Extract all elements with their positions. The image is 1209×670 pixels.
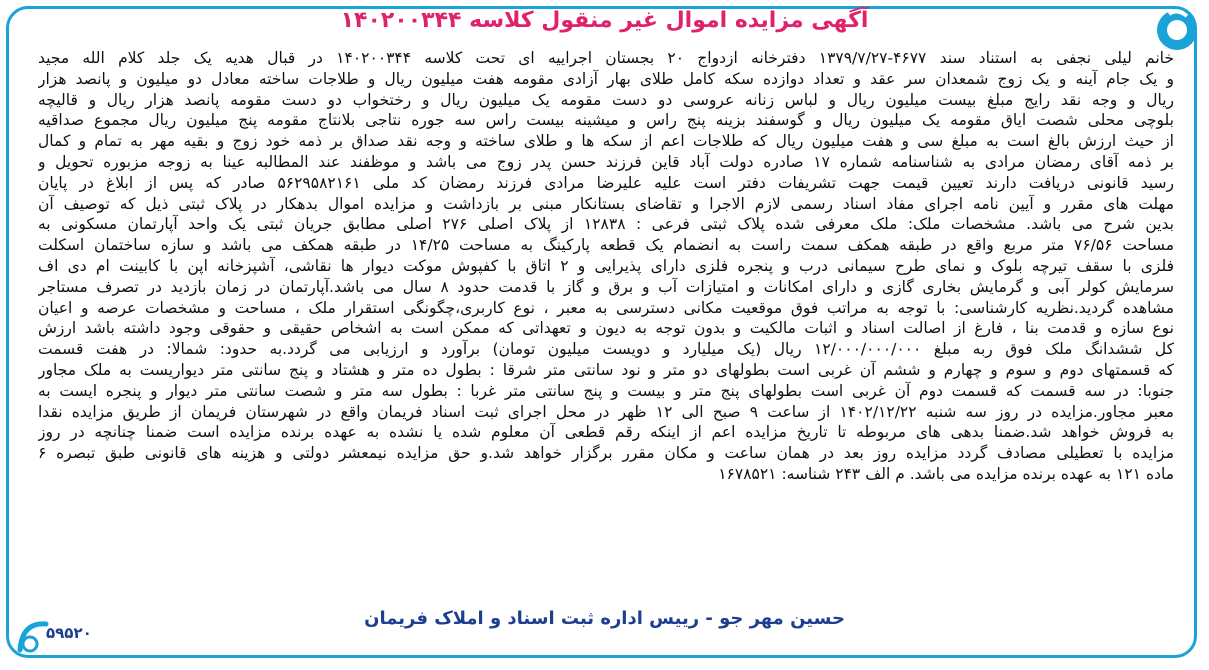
body-line: بدین شرح می باشد. مشخصات ملک: ملک معرفی شده پلاک ثبتی فرعی : ۱۲۸۳۸ از پلاک اصلی ۲۷۶ اصلی مطابق جریان ثبتی یک واحد آپارتمان مسکونی به — [38, 215, 1174, 234]
notice-body — [38, 48, 1174, 582]
body-line: بر ذمه آقای رمضان مرادی به شناسنامه شماره ۱۷ صادره دولت آباد قاین فرزند حسن پدر زوج می باشد و موظفند عند المطالبه عینا به زوجه مزبوره تحویل و — [38, 152, 1174, 171]
body-line: مساحت ۷۶/۵۶ متر مربع واقع در طبقه همکف سمت راست به انضمام یک قطعه پارکینگ به مساحت ۱۴/۲۵ در طبقه همکف می باشد و سازه ساختمان اسکلت — [38, 236, 1174, 255]
body-line: سرمایش کولر آبی و گرمایش بخاری گازی و دارای امکانات و امتیازات آب و برق و گاز با قدمت حدود ۸ سال می باشد.آپارتمان در زمان بازدید در تصرف مستاجر — [38, 277, 1174, 296]
body-line: فلزی با سقف تیرچه بلوک و نمای طرح سیمانی درب و پنجره فلزی دارای پذیرایی و ۲ اتاق با کفپوش موکت دیوار ها نقاشی، آشپزخانه اپن با کابینت ام دی اف — [38, 256, 1174, 275]
body-line: که قسمتهای دوم و سوم و چهارم و ششم آن غربی است بطولهای دو متر و نود سانتی متر شرقا : بطول ده متر و هشتاد و پنج سانتی متر دیواریست به ملک مجاور — [38, 360, 1174, 379]
body-line: مزایده با تعطیلی مصادف گردد مزایده روز بعد در همان ساعت و مکان مقرر برگزار خواهد شد.و حق مزایده نیمعشر دولتی و هزینه های قانونی طبق تبصره ۶ — [38, 444, 1174, 463]
body-line: مشاهده گردید.نظریه کارشناسی: با توجه به مراتب فوق موقعیت مکانی دسترسی به معبر ، نوع کاربری،چگونگی استقرار ملک ، مساحت و مشخصات عرصه و اعیان — [38, 298, 1174, 317]
body-line: رسید قانونی دریافت دارند تعیین قیمت جهت تشریفات دفتر است علیه علیرضا مرادی فرزند رمضان کد ملی ۵۶۲۹۵۸۲۱۶۱ صادر که پس از ابلاغ در پایان — [38, 173, 1174, 192]
body-line: از حیث ارزش بالغ است به مبلغ سی و هفت میلیون ریال که طلاجات اعم از سکه ها و طلای ساخته و وجه نقد صداق بر ذمه خود زوج و بقیه مهر به تمام و کمال — [38, 132, 1174, 151]
signature: حسین مهر جو - رییس اداره ثبت اسناد و املاک فریمان — [364, 608, 845, 629]
body-line: به فروش خواهد شد.ضمنا بدهی های مربوطه تا تاریخ مزایده اعم از اینکه رقم قطعی آن معلوم شده یا نشده به عهده برنده مزایده است ضمنا چنانچه در روز — [38, 423, 1174, 442]
body-line: بلوچی محلی شصت ایاق مقومه یک میلیون ریال و گوسفند بزینه پنج راس و میشینه بیست راس سه جوره نتاجی بلانتاج مقومه پنج میلیون ریال مجموع صداقیه — [38, 111, 1174, 130]
body-line: جنوبا: در سه قسمت که قسمت دوم آن غربی است بطولهای پنج متر و بیست و پنج سانتی متر غربا : بطول سه متر و شصت سانتی متر دیوار و پنجره ایست به — [38, 381, 1174, 400]
notice-title: آگهی مزایده اموال غیر منقول کلاسه ۱۴۰۲۰۰۳۴۴ — [340, 8, 869, 33]
body-line: مهلت های مقرر و آیین نامه اجرای مفاد اسناد رسمی لازم الاجرا و تقاضای بستانکار مبنی بر بازداشت و مزایده اموال بدهکار در پلاک ثبتی ذیل که توصیف آن — [38, 194, 1174, 213]
body-line: نوع سازه و قدمت بنا ، فارغ از اصالت اسناد و اثبات مالکیت و بدون توجه به دیون و تعهداتی که ممکن است به اشخاص حقیقی و حقوقی وجود داشته باشد ارزش — [38, 319, 1174, 338]
body-line: معبر مجاور.مزایده در روز سه شنبه ۱۴۰۲/۱۲/۲۲ از ساعت ۹ صبح الی ۱۲ ظهر در محل اجرای ثبت اسناد فریمان واقع در شهرستان فریمان از طریق مزایده نقدا — [38, 402, 1174, 421]
body-line: و یک جام آینه و یک زوج شمعدان سر عقد و تعداد دوازده سکه کامل طلای بهار آزادی مقومه هفت میلیون ریال و طلاجات ساخته معادل دو میلیون و پانصد هزار — [38, 69, 1174, 88]
body-line-last: ماده ۱۲۱ به عهده برنده مزایده می باشد. م الف ۲۴۳ شناسه: ۱۶۷۸۵۲۱ — [718, 464, 1174, 483]
body-line: ریال و وجه نقد رایج مبلغ بیست میلیون ریال و لباس زنانه عروسی دو دست مقومه یک میلیون ریال و رختخواب دو دست مقومه پانصد هزار ریال و قالیچه — [38, 90, 1174, 109]
body-line: کل ششدانگ ملک فوق ربه مبلغ ۱۲/۰۰۰/۰۰۰/۰۰۰ ریال (یک میلیارد و دویست میلیون تومان) برآورد و ارزیابی می گردد.به حدود: شمالا: در هفت قسمت — [38, 340, 1174, 359]
body-line: خانم لیلی نجفی به استناد سند ۴۶۷۷-۱۳۷۹/۷/۲۷ دفترخانه ازدواج ۲۰ بجستان اجراییه ای تحت کلاسه ۱۴۰۲۰۰۳۴۴ در قبال هدیه یک جلد کلام الله مجید — [38, 49, 1174, 67]
notice-code: ۵۹۵۲۰ — [46, 624, 92, 642]
